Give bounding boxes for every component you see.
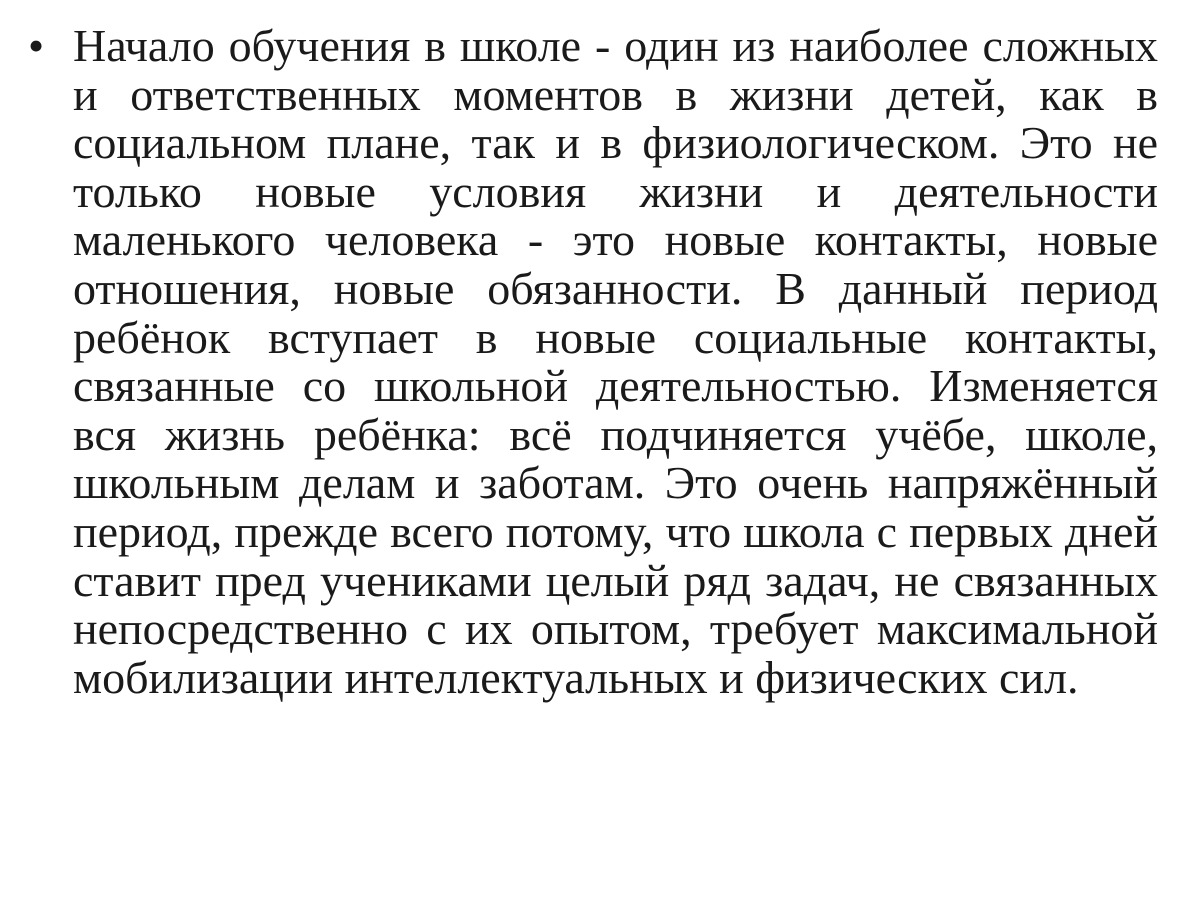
bullet-marker: • (28, 20, 45, 71)
bullet-paragraph: Начало обучения в школе - один из наиболее сложных и ответственных моментов в жизни детей, как в социальном плане, так и в физиологическом. Это не только новые условия жизни и деятельности маленького человека - это новые контакты, новые отношения, новые обязанности. В данный период ребёнок вступает в новые социальные контакты, связанные со школьной деятельностью. Изменяется вся жизнь ребёнка: всё подчиняется учёбе, школе, школьным делам и заботам. Это очень напряжённый период, прежде всего потому, что школа с первых дней ставит пред учениками целый ряд задач, не связанных непосредственно с их опытом, требует максимальной мобилизации интеллектуальных и физических сил. (73, 20, 1158, 703)
bullet-list-item (28, 22, 1158, 702)
